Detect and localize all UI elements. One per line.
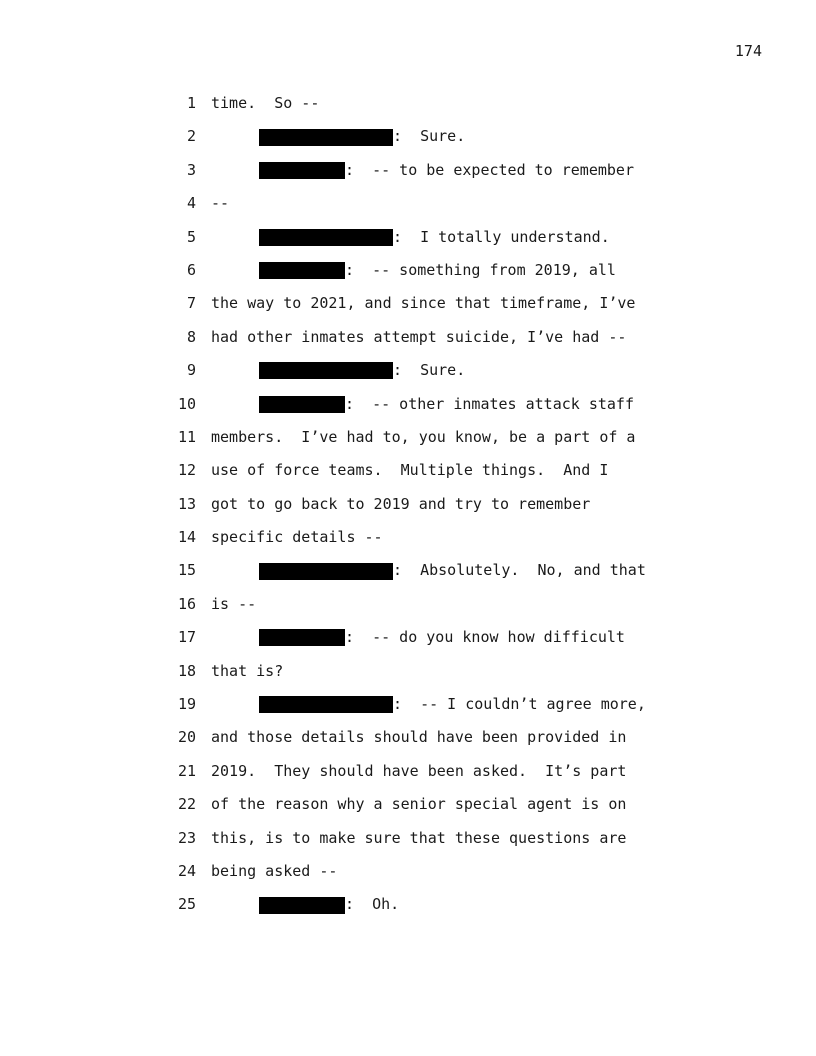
speaker-turn [259,388,634,421]
transcript-line [0,822,816,855]
speaker-text: : Oh. [345,895,400,914]
speaker-turn [259,688,646,721]
transcript-line [0,521,816,554]
transcript-line [0,755,816,788]
speaker-turn [259,154,634,187]
line-text: is -- [211,594,257,613]
line-number: 21 [177,761,196,780]
transcript-line [0,421,816,454]
line-number: 1 [186,94,196,112]
transcript-line [0,321,816,354]
redacted-speaker-name [259,229,393,246]
line-number: 20 [177,728,196,747]
line-text: -- [211,194,230,213]
transcript-body [0,87,816,922]
speaker-text: : -- do you know how difficult [345,628,625,647]
line-text: of the reason why a senior special agent is on [211,795,627,814]
transcript-line [0,120,816,153]
line-number: 23 [177,828,196,847]
line-text: got to go back to 2019 and try to remember [211,494,591,513]
line-number: 10 [177,394,196,413]
line-number: 9 [186,361,196,380]
redacted-speaker-name [259,396,345,413]
line-number: 6 [186,260,196,279]
line-number: 14 [177,528,196,547]
line-number: 22 [177,795,196,814]
line-number: 25 [177,895,196,914]
line-text: 2019. They should have been asked. It’s part [211,761,627,780]
speaker-text: : -- something from 2019, all [345,260,616,279]
transcript-line [0,655,816,688]
speaker-text: : I totally understand. [393,227,610,246]
line-number: 19 [177,695,196,714]
speaker-turn [259,221,610,254]
line-number: 4 [186,194,196,213]
line-text: time. So -- [211,94,320,112]
speaker-text: : -- other inmates attack staff [345,394,634,413]
line-text: use of force teams. Multiple things. And I [211,461,609,480]
page-number: 174 [734,42,762,60]
line-number: 5 [186,227,196,246]
transcript-line [0,688,816,721]
line-text: this, is to make sure that these questions are [211,828,627,847]
speaker-text: : -- I couldn’t agree more, [393,695,646,714]
redacted-speaker-name [259,897,345,914]
transcript-line [0,187,816,220]
speaker-turn [259,621,625,654]
speaker-text: : -- to be expected to remember [345,160,634,179]
redacted-speaker-name [259,696,393,713]
redacted-speaker-name [259,162,345,179]
line-number: 15 [177,561,196,580]
line-text: the way to 2021, and since that timeframe, I’ve [211,294,636,313]
speaker-text: : Sure. [393,361,466,380]
line-number: 18 [177,661,196,680]
line-number: 2 [186,127,196,146]
transcript-line [0,788,816,821]
line-text: members. I’ve had to, you know, be a part of a [211,427,636,446]
speaker-turn [259,888,399,921]
redacted-speaker-name [259,563,393,580]
line-number: 16 [177,594,196,613]
transcript-line [0,287,816,320]
transcript-line [0,721,816,754]
line-text: had other inmates attempt suicide, I’ve had -- [211,327,627,346]
transcript-line [0,354,816,387]
redacted-speaker-name [259,262,345,279]
line-number: 13 [177,494,196,513]
speaker-turn [259,120,465,153]
line-text: specific details -- [211,528,383,547]
speaker-turn [259,554,646,587]
transcript-line [0,588,816,621]
line-number: 11 [177,427,196,446]
speaker-text: : Sure. [393,127,466,146]
line-number: 24 [177,861,196,880]
line-number: 12 [177,461,196,480]
transcript-line [0,87,816,120]
transcript-line [0,488,816,521]
redacted-speaker-name [259,362,393,379]
line-text: that is? [211,661,284,680]
transcript-line [0,621,816,654]
line-number: 7 [186,294,196,313]
speaker-turn [259,254,616,287]
transcript-line [0,388,816,421]
transcript-line [0,454,816,487]
transcript-line [0,154,816,187]
speaker-turn [259,354,465,387]
line-number: 3 [186,160,196,179]
redacted-speaker-name [259,129,393,146]
transcript-line [0,888,816,921]
line-text: being asked -- [211,861,338,880]
line-number: 17 [177,628,196,647]
line-text: and those details should have been provided in [211,728,627,747]
line-number: 8 [186,327,196,346]
speaker-text: : Absolutely. No, and that [393,561,646,580]
transcript-line [0,221,816,254]
redacted-speaker-name [259,629,345,646]
transcript-line [0,855,816,888]
transcript-line [0,554,816,587]
transcript-line [0,254,816,287]
